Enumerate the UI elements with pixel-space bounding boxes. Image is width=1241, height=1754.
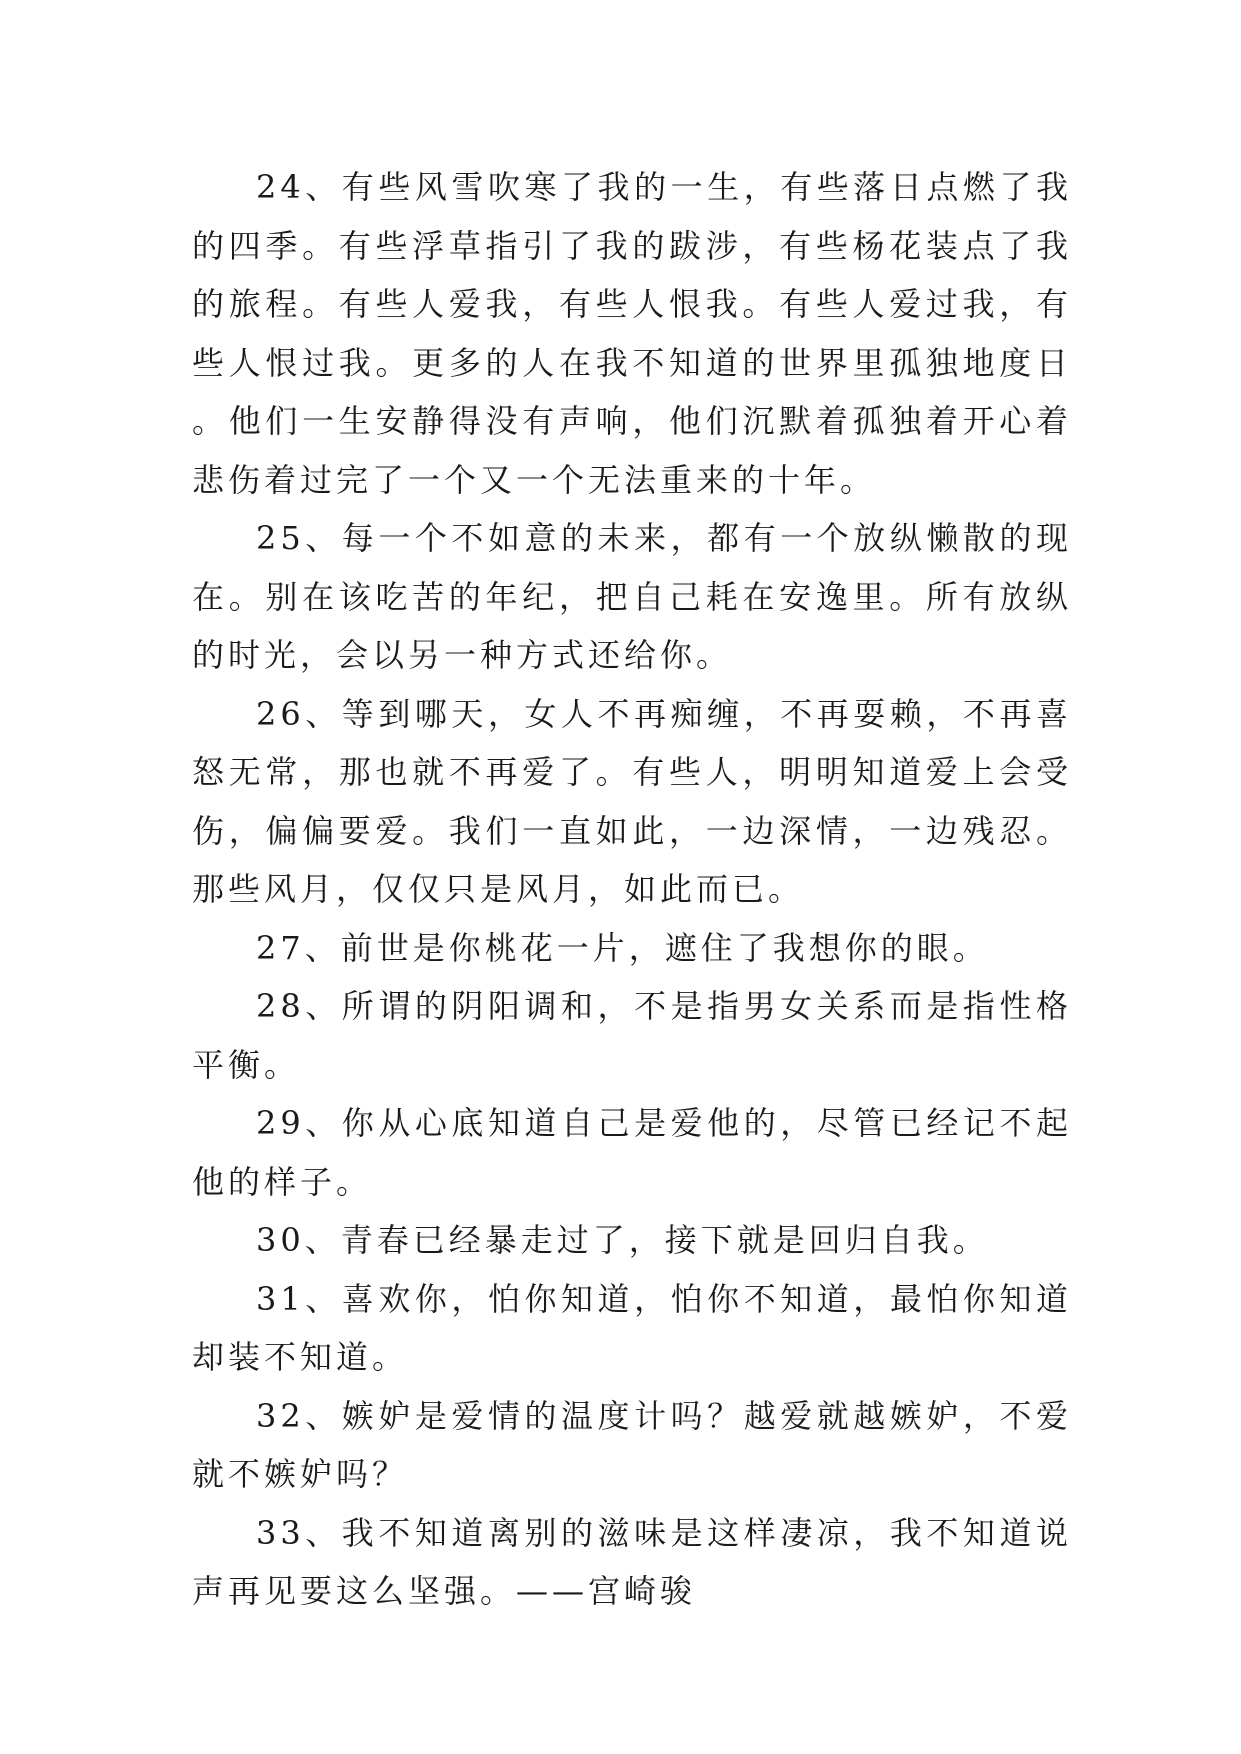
paragraph-28: 28、所谓的阴阳调和，不是指男女关系而是指性格平衡。 xyxy=(192,987,1072,1084)
paragraph-25: 25、每一个不如意的未来，都有一个放纵懒散的现在。别在该吃苦的年纪，把自己耗在安逸里。所有放纵的时光，会以另一种方式还给你。 xyxy=(192,519,1072,674)
paragraph-31: 31、喜欢你，怕你知道，怕你不知道，最怕你知道却装不知道。 xyxy=(192,1279,1072,1376)
paragraph-24: 24、有些风雪吹寒了我的一生，有些落日点燃了我的四季。有些浮草指引了我的跋涉，有些杨花装点了我的旅程。有些人爱我，有些人恨我。有些人爱过我，有些人恨过我。更多的人在我不知道的世界里孤独地度日。他们一生安静得没有声响，他们沉默着孤独着开心着悲伤着过完了一个又一个无法重来的十年。 xyxy=(192,168,1072,499)
paragraph-30: 30、青春已经暴走过了，接下就是回归自我。 xyxy=(256,1221,989,1259)
paragraph-32: 32、嫉妒是爱情的温度计吗？越爱就越嫉妒，不爱就不嫉妒吗？ xyxy=(192,1396,1072,1493)
paragraph-26: 26、等到哪天，女人不再痴缠，不再耍赖，不再喜怒无常，那也就不再爱了。有些人，明明知道爱上会受伤，偏偏要爱。我们一直如此，一边深情，一边残忍。那些风月，仅仅只是风月，如此而已。 xyxy=(192,694,1072,908)
paragraph-33: 33、我不知道离别的滋味是这样凄凉，我不知道说声再见要这么坚强。——宫崎骏 xyxy=(192,1513,1072,1610)
paragraph-27: 27、前世是你桃花一片，遮住了我想你的眼。 xyxy=(256,928,989,967)
paragraph-29: 29、你从心底知道自己是爱他的，尽管已经记不起他的样子。 xyxy=(192,1104,1072,1201)
document-body xyxy=(192,158,1072,1621)
